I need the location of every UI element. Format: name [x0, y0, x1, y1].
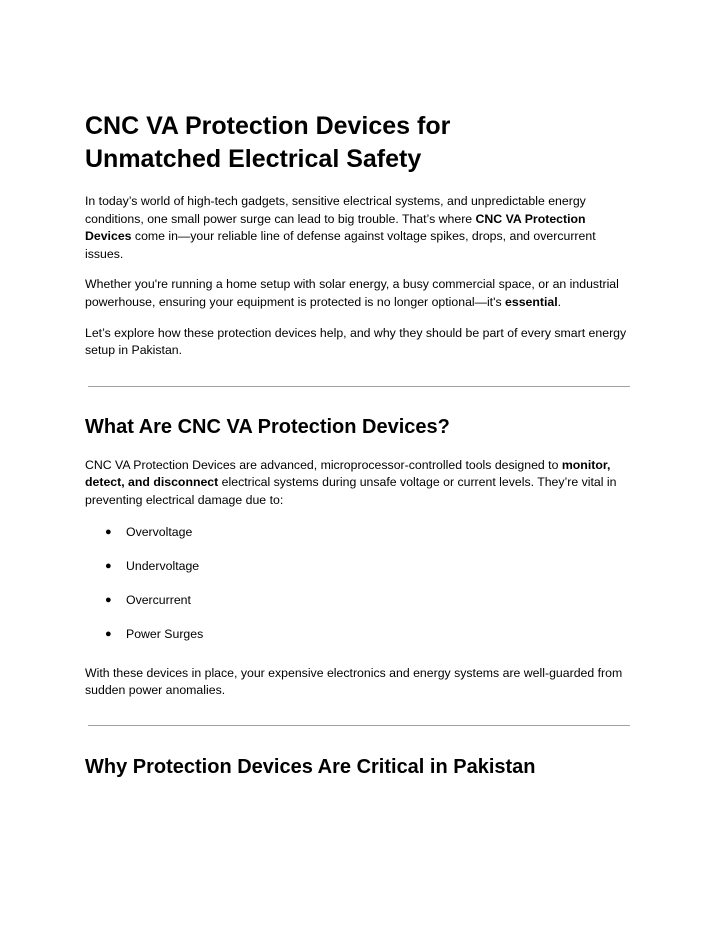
section-divider-1 [88, 386, 630, 387]
list-item-label: Undervoltage [126, 558, 200, 573]
section1-closing-paragraph: With these devices in place, your expensive electronics and energy systems are well-guarded from sudden power anomalies. [85, 665, 623, 698]
section1-paragraph [85, 457, 631, 510]
intro-p2-text-b: . [557, 294, 562, 309]
list-item-label: Overcurrent [126, 592, 191, 607]
section1-text-a: CNC VA Protection Devices are advanced, microprocessor-controlled tools designed to [85, 457, 562, 472]
list-item [85, 626, 631, 643]
document-page [85, 110, 631, 780]
section1-bold: monitor, detect, and disconnect [85, 457, 611, 490]
bullet-icon: ● [105, 559, 112, 572]
intro-p1-bold: CNC VA Protection Devices [85, 211, 586, 244]
intro-p2-text-a: Whether you're running a home setup with solar energy, a busy commercial space, or an industrial powerhouse, ensuring your equipment is protected is no longer optional—it's [85, 277, 619, 309]
bullet-icon: ● [105, 627, 112, 640]
page-title-line-1: CNC VA Protection Devices for [85, 112, 451, 140]
intro-paragraph-1 [85, 193, 631, 263]
section-divider-2 [88, 725, 630, 726]
bullet-icon: ● [105, 525, 112, 538]
list-item [85, 524, 631, 541]
page-title-line-2: Unmatched Electrical Safety [85, 145, 422, 173]
intro-paragraph-3: Let’s explore how these protection devices help, and why they should be part of every smart energy setup in Pakistan. [85, 325, 627, 358]
hazard-list [85, 524, 631, 643]
section-heading-what-are: What Are CNC VA Protection Devices? [85, 415, 450, 438]
section1-text-b: electrical systems during unsafe voltage or current levels. They’re vital in preventing electrical damage due to: [85, 475, 617, 507]
bullet-icon: ● [105, 593, 112, 606]
intro-p2-bold: essential [505, 294, 558, 309]
intro-p1-text-b: come in—your reliable line of defense against voltage spikes, drops, and overcurrent issues. [85, 229, 596, 261]
intro-paragraph-2 [85, 276, 631, 311]
section-heading-why-critical: Why Protection Devices Are Critical in Pakistan [85, 755, 536, 778]
intro-p1-text-a: In today’s world of high-tech gadgets, sensitive electrical systems, and unpredictable energy conditions, one small power surge can lead to big trouble. That’s where [85, 194, 586, 226]
list-item [85, 558, 631, 575]
list-item-label: Overvoltage [126, 524, 193, 539]
list-item-label: Power Surges [126, 626, 204, 641]
list-item [85, 592, 631, 609]
page-title [85, 110, 631, 176]
